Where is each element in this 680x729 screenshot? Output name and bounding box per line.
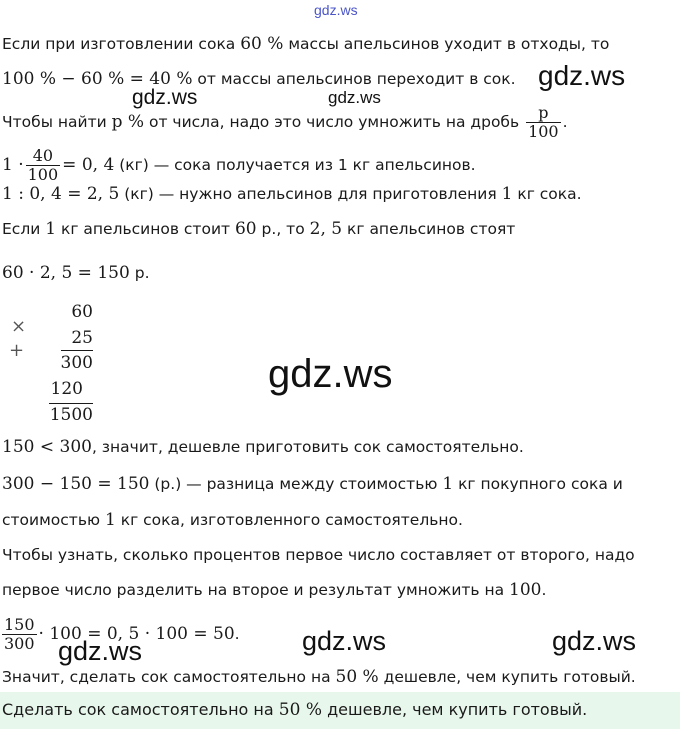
column-line xyxy=(49,403,93,404)
text-line-3: Чтобы найти p % от числа, надо это число умножить на дробь $\frac{p}{100}$ . xyxy=(2,103,568,141)
fraction-40-100: $\frac{40}{100}$ xyxy=(27,146,59,184)
text-line-8: 150 < 300, значит, дешевле приготовить сок самостоятельно. xyxy=(2,437,524,457)
text-line-13: $\frac{150}{300}$ · 100 = 0, 5 · 100 = 50. xyxy=(4,615,240,653)
answer-box xyxy=(0,692,680,729)
text-line-9: 300 − 150 = 150 (р.) — разница между стоимостью 1 кг покупного сока и xyxy=(2,474,623,494)
watermark: gdz.ws xyxy=(538,60,626,91)
watermark: gdz.ws xyxy=(58,636,143,666)
watermark-center: gdz.ws xyxy=(268,352,393,396)
watermark: gdz.ws xyxy=(132,86,198,109)
text-line-6: Если 1 кг апельсинов стоит 60 р., то 2, 5 кг апельсинов стоят xyxy=(2,219,516,239)
watermark-top: gdz.ws xyxy=(314,2,358,18)
text-line-1: Если при изготовлении сока 60 % массы апельсинов уходит в отходы, то xyxy=(2,34,610,54)
watermark: gdz.ws xyxy=(552,626,637,656)
column-row: 60 xyxy=(71,302,93,322)
text-line-2: 100 % − 60 % = 40 % от массы апельсинов переходит в сок. xyxy=(2,69,516,89)
text-line-5: 1 : 0, 4 = 2, 5 (кг) — нужно апельсинов для приготовления 1 кг сока. xyxy=(2,184,582,204)
column-row: 300 xyxy=(60,353,93,373)
text-line-12: первое число разделить на второе и результат умножить на 100. xyxy=(2,580,547,600)
watermark: gdz.ws xyxy=(302,626,387,656)
column-row: 1500 xyxy=(49,405,93,425)
text-line-4: 1 · $\frac{40}{100}$ = 0, 4 (кг) — сока получается из 1 кг апельсинов. xyxy=(2,146,476,184)
fraction-p-100: $\frac{p}{100}$ xyxy=(528,103,559,141)
answer-text: Сделать сок самостоятельно на 50 % дешевле, чем купить готовый. xyxy=(2,700,588,720)
column-line xyxy=(61,350,93,351)
column-row: 25 xyxy=(71,328,93,348)
plus-sign: + xyxy=(9,340,25,361)
text-line-14: Значит, сделать сок самостоятельно на 50 % дешевле, чем купить готовый. xyxy=(2,667,636,687)
watermark: gdz.ws xyxy=(328,88,381,107)
text-line-11: Чтобы узнать, сколько процентов первое число составляет от второго, надо xyxy=(2,546,635,564)
text-line-7: 60 · 2, 5 = 150 р. xyxy=(2,263,150,283)
times-sign: × xyxy=(11,316,27,337)
text-line-10: стоимостью 1 кг сока, изготовленного самостоятельно. xyxy=(2,510,463,530)
column-row: 120 xyxy=(50,379,83,399)
fraction-150-300: $\frac{150}{300}$ xyxy=(4,615,35,653)
